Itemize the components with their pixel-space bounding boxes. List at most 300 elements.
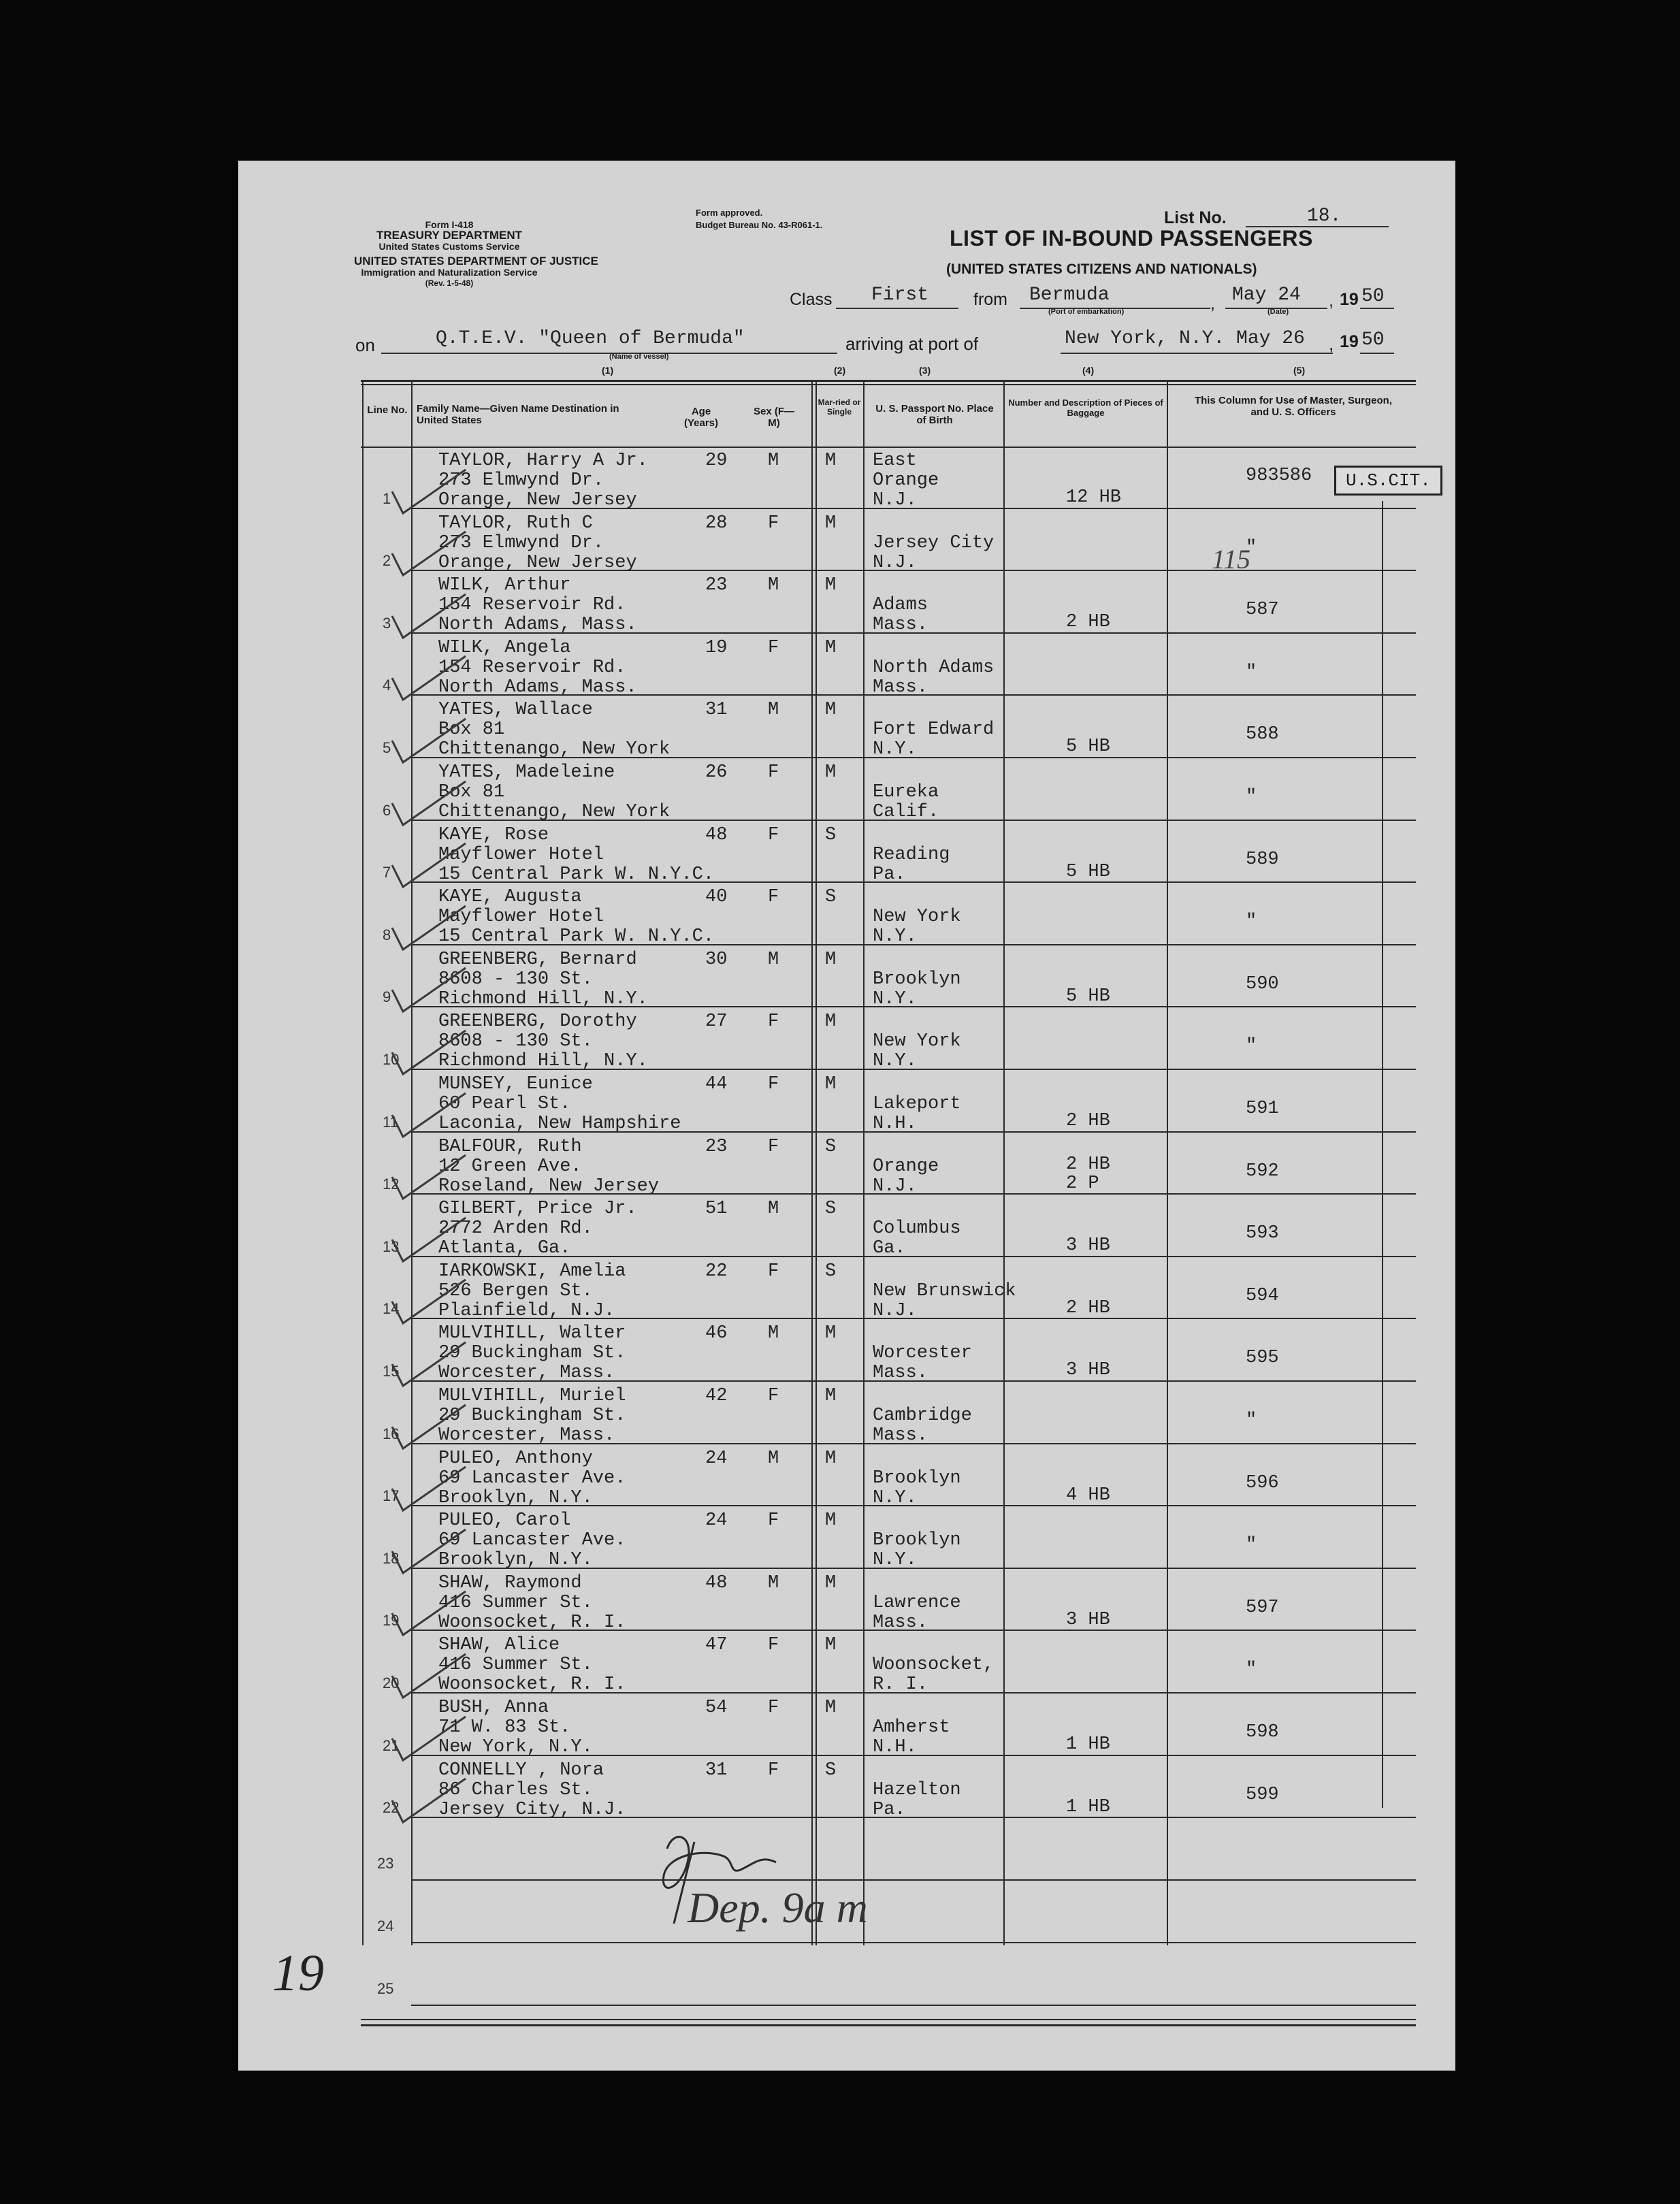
vessel-name: Q.T.E.V. "Queen of Bermuda" xyxy=(436,328,745,349)
marital-status: M xyxy=(825,1510,837,1532)
birthplace-line-3: N.H. xyxy=(873,1737,917,1757)
table-row xyxy=(238,1695,1455,1757)
sex: M xyxy=(768,1448,779,1469)
officer-number: 590 xyxy=(1246,973,1279,994)
line-number: 20 xyxy=(383,1674,400,1691)
table-row xyxy=(238,1196,1455,1259)
line-number: 17 xyxy=(383,1487,400,1505)
address-line-2: Richmond Hill, N.Y. xyxy=(438,1051,648,1072)
marital-status: M xyxy=(825,1635,837,1656)
table-row xyxy=(238,1009,1455,1071)
line-number: 2 xyxy=(383,552,391,570)
marital-status: M xyxy=(825,1323,837,1344)
age: 48 xyxy=(705,1572,728,1593)
approved-label: Form approved. xyxy=(696,208,763,218)
table-row xyxy=(238,572,1455,635)
column-number-2: (2) xyxy=(834,365,846,376)
line-number: 4 xyxy=(383,677,391,694)
address-line-1: 416 Summer St. xyxy=(438,1592,593,1613)
birthplace-line-2: Brooklyn xyxy=(873,1468,961,1489)
list-no-label: List No. xyxy=(1164,208,1227,227)
address-line-1: 416 Summer St. xyxy=(438,1655,593,1676)
baggage: 2 HB xyxy=(1066,1297,1110,1318)
handwritten-departure-note: Dep. 9a m xyxy=(688,1883,868,1932)
address-line-2: 15 Central Park W. N.Y.C. xyxy=(438,864,715,885)
birthplace-line-2: Adams xyxy=(873,595,928,616)
line-number: 21 xyxy=(383,1736,400,1754)
line-number: 6 xyxy=(383,801,391,819)
column-number-4: (4) xyxy=(1082,365,1095,376)
baggage: 12 HB xyxy=(1066,487,1122,508)
line-number: 10 xyxy=(383,1050,400,1068)
birthplace-line-2: Hazelton xyxy=(873,1779,961,1800)
line-number: 16 xyxy=(383,1425,400,1442)
officer-number: 599 xyxy=(1246,1784,1279,1805)
passenger-name: YATES, Madeleine xyxy=(438,762,615,783)
age: 27 xyxy=(705,1011,728,1033)
birthplace-line-2: North Adams xyxy=(873,657,995,678)
officer-number: 983586 xyxy=(1246,466,1312,486)
table-row xyxy=(238,1383,1455,1446)
marital-status: S xyxy=(825,1136,837,1157)
sex: F xyxy=(768,1261,779,1282)
baggage: 2 HB xyxy=(1066,1154,1110,1175)
sex: M xyxy=(768,700,779,721)
col-header-name: Family Name—Given Name Destination in United States xyxy=(417,403,619,426)
line-number: 8 xyxy=(383,926,391,943)
birthplace-line-3: Ga. xyxy=(873,1238,906,1259)
sex: M xyxy=(768,1323,779,1344)
sex: F xyxy=(768,1136,779,1157)
marital-status: M xyxy=(825,513,837,534)
line-number: 3 xyxy=(383,614,391,632)
table-row xyxy=(238,511,1455,573)
birthplace-line-3: N.Y. xyxy=(873,926,917,947)
address-line-2: Worcester, Mass. xyxy=(438,1425,615,1446)
birthplace-line-3: N.J. xyxy=(873,1300,917,1321)
port-embarkation-caption: (Port of embarkation) xyxy=(1048,308,1125,316)
table-row xyxy=(238,1134,1455,1197)
col-header-married: Mar-ried or Single xyxy=(818,398,861,417)
line-number: 9 xyxy=(383,988,391,1006)
address-line-1: 273 Elmwynd Dr. xyxy=(438,532,604,553)
class-label: Class xyxy=(790,290,833,309)
birthplace-line-2: Brooklyn xyxy=(873,1530,961,1551)
passenger-name: IARKOWSKI, Amelia xyxy=(438,1261,626,1282)
marital-status: M xyxy=(825,637,837,658)
passenger-name: SHAW, Alice xyxy=(438,1635,560,1656)
birthplace-line-3: N.H. xyxy=(873,1114,917,1134)
budget-label: Budget Bureau No. 43-R061-1. xyxy=(696,220,823,230)
address-line-1: 29 Buckingham St. xyxy=(438,1343,626,1364)
marital-status: M xyxy=(825,1572,837,1593)
birthplace-line-2: Woonsocket, xyxy=(873,1655,995,1676)
line-number: 22 xyxy=(383,1799,400,1817)
address-line-2: North Adams, Mass. xyxy=(438,677,637,698)
sex: F xyxy=(768,1510,779,1532)
passenger-name: TAYLOR, Harry A Jr. xyxy=(438,451,648,471)
officer-number: 597 xyxy=(1246,1597,1279,1618)
passenger-name: WILK, Arthur xyxy=(438,575,571,596)
passenger-name: MULVIHILL, Muriel xyxy=(438,1386,626,1406)
address-line-1: 2772 Arden Rd. xyxy=(438,1218,593,1239)
age: 48 xyxy=(705,824,728,845)
row-divider xyxy=(411,1443,1416,1444)
sex: F xyxy=(768,887,779,908)
passenger-name: KAYE, Augusta xyxy=(438,887,582,908)
treasury-label: TREASURY DEPARTMENT xyxy=(376,229,523,242)
address-line-1: 71 W. 83 St. xyxy=(438,1717,571,1738)
officer-number: 593 xyxy=(1246,1223,1279,1244)
table-row xyxy=(238,947,1455,1009)
col-header-baggage: Number and Description of Pieces of Baggage xyxy=(1008,398,1163,418)
baggage-extra: 2 P xyxy=(1066,1173,1099,1194)
table-bottom-rule xyxy=(361,2019,1416,2020)
line-number: 23 xyxy=(377,1855,394,1873)
officer-number: " xyxy=(1246,1410,1257,1431)
marital-status: M xyxy=(825,949,837,970)
row-divider xyxy=(411,1755,1416,1756)
officer-number: 589 xyxy=(1246,849,1279,870)
passenger-name: SHAW, Raymond xyxy=(438,1572,582,1593)
address-line-2: Laconia, New Hampshire xyxy=(438,1114,681,1134)
marital-status: M xyxy=(825,1698,837,1718)
passenger-list-sheet: Form I-418 TREASURY DEPARTMENT United States Customs Service UNITED STATES DEPARTMENT OF JUSTICE Immigration and Naturalization Service (Rev. 1-5-48) Form approved. Budget Bureau No. 43-R061-1. List No. 18. LIST OF IN-BOUND PASSENGERS (UNITED STATES CITIZENS AND NATIONALS) Class First from Bermuda (Port of embarkation) , May 24 (Date) , 19 50 on Q.T.E.V. "Queen of Bermuda" (Name of vessel) arriving at port of New York, N.Y. May 26 , 19 50 (1) (2) (3) (4) (5) Line No. Family Name—Given Name Destination in United States Age (Years) Sex (F—M) Mar-ried or Single U. S. Passport No. Place of Birth Number and Description of Pieces of Baggage This Column for Use of Master, Surgeon, and U. S. Officers U.S.CIT. 1 TAYLOR, Harry A Jr. 273 Elmwynd Dr. Orange, New Jersey 29 M M East Orange N.J. 12 HB 983586 2 TAYLOR, Ruth C 273 Elmwynd Dr. Orange, New Jersey 28 F M Jersey City N.J. " 3 WILK, Arthur 154 Reservoir Rd. North Adams, Mass. 23 M M Adams Mass. 2 HB 587 4 WILK, Angela 154 Reservoir Rd. North Adams, Mass. 19 F M North Adams Mass. " 5 YATES, Wallace Box 81 Chittenango, New York 31 M M Fort Edward N.Y. 5 HB 588 6 YATES, Madeleine Box 81 Chittenango, New York 26 F M Eureka Calif. " 7 KAYE, Rose Mayflower Hotel 15 Central Park W. N.Y.C. 48 F S Reading Pa. 5 HB 589 8 KAYE, Augusta Mayflower Hotel 15 Central Park W. N.Y.C. 40 F S New York N.Y. " 9 GREENBERG, Bernard 8608 - 130 St. Richmond Hill, N.Y. 30 M M Brooklyn N.Y. 5 HB 590 10 GREENBERG, Dorothy 8608 - 130 St. Richmond Hill, N.Y. 27 F M New York N.Y. " 11 MUNSEY, Eunice 60 Pearl St. Laconia, New Hampshire 44 F M Lakeport N.H. 2 HB 591 12 BALFOUR, Ruth 12 Green Ave. Roseland, New Jersey 23 F S Orange N.J. 2 HB 2 P 592 13 GILBERT, Price Jr. 2772 Arden Rd. Atlanta, Ga. 51 M S Columbus Ga. 3 HB 593 14 IARKOWSKI, Amelia 526 Bergen St. Plainfield, N.J. 22 F S New Brunswick N.J. 2 HB 594 15 MULVIHILL, Walter 29 Buckingham St. Worcester, Mass. 46 M M Worcester Mass. 3 HB 595 16 MULVIHILL, Muriel 29 Buckingham St. Worcester, Mass. 42 F M Cambridge Mass. " 17 PULEO, Anthony 69 Lancaster Ave. Brooklyn, N.Y. 24 M M Brooklyn N.Y. 4 HB 596 18 PULEO, Carol 69 Lancaster Ave. Brooklyn, N.Y. 24 F M Brooklyn N.Y. " 19 SHAW, Raymond 416 Summer St. Woonsocket, R. I. 48 M M Lawrence Mass. 3 HB 597 20 SHAW, Alice 416 Summer St. Woonsocket, R. I. 47 F M Woonsocket, R. I. " 21 BUSH, Anna 71 W. 83 St. New York, N.Y. 54 F M Amherst N.H. 1 HB 598 22 CONNELLY , Nora 86 Charles St. Jersey City, N.J. 31 F S Hazelton Pa. 1 HB 599 23 24 25 115 Dep. 9a m 19 xyxy=(238,161,1455,2071)
officer-number: 595 xyxy=(1246,1348,1279,1369)
baggage: 4 HB xyxy=(1066,1485,1110,1506)
address-line-1: Mayflower Hotel xyxy=(438,844,604,865)
birthplace-line-2: Reading xyxy=(873,844,950,865)
birthplace-line-2: Lakeport xyxy=(873,1094,961,1114)
row-divider xyxy=(411,1256,1416,1257)
address-line-2: North Adams, Mass. xyxy=(438,615,637,636)
birthplace-line-3: N.Y. xyxy=(873,1051,917,1072)
table-row xyxy=(238,1757,1455,1820)
birthplace-line-2: Jersey City xyxy=(873,532,995,553)
line-number: 15 xyxy=(383,1362,400,1380)
address-line-2: Woonsocket, R. I. xyxy=(438,1674,626,1696)
passenger-name: GREENBERG, Bernard xyxy=(438,949,637,970)
address-line-2: Richmond Hill, N.Y. xyxy=(438,988,648,1009)
birthplace-line-2: Orange xyxy=(873,1156,939,1177)
marital-status: M xyxy=(825,700,837,721)
sex: F xyxy=(768,1386,779,1406)
row-divider xyxy=(411,1193,1416,1195)
us-citizen-stamp: U.S.CIT. xyxy=(1334,466,1442,496)
form-agency-block xyxy=(354,219,598,289)
col-header-line: Line No. xyxy=(367,404,408,416)
birthplace-line-2: Worcester xyxy=(873,1343,972,1364)
birthplace-line-3: Mass. xyxy=(873,1363,928,1384)
sex: F xyxy=(768,1635,779,1656)
row-divider xyxy=(411,1692,1416,1693)
row-divider xyxy=(411,1380,1416,1382)
row-divider xyxy=(411,694,1416,696)
baggage: 1 HB xyxy=(1066,1734,1110,1755)
col-header-passport: U. S. Passport No. Place of Birth xyxy=(875,403,994,426)
table-row xyxy=(238,884,1455,947)
arrival-port-and-date: New York, N.Y. May 26 xyxy=(1065,328,1305,349)
birthplace-line-3: N.Y. xyxy=(873,739,917,760)
line-number: 12 xyxy=(383,1176,400,1193)
row-divider xyxy=(411,570,1416,571)
birthplace-line-2: New York xyxy=(873,1031,961,1052)
row-divider xyxy=(411,1568,1416,1569)
sex: M xyxy=(768,575,779,596)
age: 42 xyxy=(705,1386,728,1406)
port-of-embarkation: Bermuda xyxy=(1029,285,1110,306)
address-line-1: Box 81 xyxy=(438,782,505,803)
birthplace-line-2: Eureka xyxy=(873,782,939,803)
officer-number: 587 xyxy=(1246,600,1279,621)
table-row xyxy=(238,1071,1455,1134)
line-number: 5 xyxy=(383,739,391,756)
form-id: Form I-418 xyxy=(425,219,474,230)
address-line-1: 526 Bergen St. xyxy=(438,1280,593,1301)
line-number: 14 xyxy=(383,1300,400,1318)
table-row xyxy=(238,1508,1455,1570)
column-number-5: (5) xyxy=(1293,365,1306,376)
birthplace-line-3: Mass. xyxy=(873,615,928,636)
passenger-name: BALFOUR, Ruth xyxy=(438,1136,582,1157)
address-line-1: 154 Reservoir Rd. xyxy=(438,595,626,616)
age: 19 xyxy=(705,637,728,658)
sex: F xyxy=(768,637,779,658)
page-subtitle: (UNITED STATES CITIZENS AND NATIONALS) xyxy=(946,261,1257,277)
address-line-2: Worcester, Mass. xyxy=(438,1363,615,1384)
revision-label: (Rev. 1-5-48) xyxy=(425,278,474,288)
birthplace-line-2: New York xyxy=(873,907,961,928)
table-row xyxy=(238,697,1455,760)
table-top-border xyxy=(361,380,1416,382)
age: 31 xyxy=(705,700,728,721)
address-line-2: Atlanta, Ga. xyxy=(438,1238,571,1259)
passenger-name: GREENBERG, Dorothy xyxy=(438,1011,637,1033)
date-of-departure: May 24 xyxy=(1232,285,1301,306)
sex: F xyxy=(768,1074,779,1095)
passenger-name: BUSH, Anna xyxy=(438,1698,549,1718)
age: 23 xyxy=(705,575,728,596)
sex: F xyxy=(768,1760,779,1781)
row-divider xyxy=(411,1505,1416,1506)
list-no-value: 18. xyxy=(1307,206,1342,227)
marital-status: M xyxy=(825,762,837,783)
passenger-name: TAYLOR, Ruth C xyxy=(438,513,593,534)
age: 23 xyxy=(705,1136,728,1157)
sex: F xyxy=(768,513,779,534)
birthplace-line-2: New Brunswick xyxy=(873,1280,1016,1301)
officer-number: " xyxy=(1246,1535,1257,1556)
address-line-2: Woonsocket, R. I. xyxy=(438,1612,626,1633)
row-divider xyxy=(411,1942,1416,1943)
from-label: from xyxy=(973,290,1007,309)
age: 31 xyxy=(705,1760,728,1781)
sex: M xyxy=(768,949,779,970)
line-number: 24 xyxy=(377,1917,394,1935)
birthplace-line-3: R. I. xyxy=(873,1674,928,1696)
line-number: 11 xyxy=(383,1113,398,1131)
row-divider xyxy=(411,1006,1416,1007)
officer-number: " xyxy=(1246,662,1257,683)
officer-number: " xyxy=(1246,1659,1257,1681)
age: 24 xyxy=(705,1510,728,1532)
address-line-1: 12 Green Ave. xyxy=(438,1156,582,1177)
marital-status: S xyxy=(825,887,837,908)
row-divider xyxy=(411,944,1416,945)
address-line-2: Chittenango, New York xyxy=(438,802,671,822)
address-line-1: 8608 - 130 St. xyxy=(438,969,593,990)
birthplace-line-3: Mass. xyxy=(873,1425,928,1446)
marital-status: M xyxy=(825,451,837,471)
sex: M xyxy=(768,1572,779,1593)
birthplace-line-3: Pa. xyxy=(873,864,906,885)
officer-number: 598 xyxy=(1246,1722,1279,1743)
table-row xyxy=(238,1446,1455,1508)
birthplace-line-3: N.J. xyxy=(873,490,917,511)
marital-status: S xyxy=(825,824,837,845)
birthplace-line-3: N.Y. xyxy=(873,1550,917,1571)
address-line-2: Brooklyn, N.Y. xyxy=(438,1487,593,1508)
address-line-2: Chittenango, New York xyxy=(438,739,671,760)
birthplace-line-3: Mass. xyxy=(873,1612,928,1633)
address-line-2: Brooklyn, N.Y. xyxy=(438,1550,593,1571)
row-divider xyxy=(411,881,1416,883)
birthplace-line-2: Amherst xyxy=(873,1717,950,1738)
address-line-1: 69 Lancaster Ave. xyxy=(438,1468,626,1489)
sex: F xyxy=(768,1011,779,1033)
row-divider xyxy=(411,1879,1416,1881)
marital-status: M xyxy=(825,1074,837,1095)
birthplace-line-2: Cambridge xyxy=(873,1406,972,1426)
address-line-2: Orange, New Jersey xyxy=(438,490,637,511)
baggage: 5 HB xyxy=(1066,986,1110,1007)
officer-number: " xyxy=(1246,1036,1257,1057)
address-line-1: 8608 - 130 St. xyxy=(438,1031,593,1052)
age: 54 xyxy=(705,1698,728,1718)
sex: F xyxy=(768,762,779,783)
row-divider xyxy=(411,757,1416,758)
year-prefix: 19 xyxy=(1340,290,1359,309)
birthplace-line-3: N.J. xyxy=(873,1176,917,1197)
passenger-name: CONNELLY , Nora xyxy=(438,1760,604,1781)
arriving-label: arriving at port of xyxy=(845,334,979,354)
line-number: 1 xyxy=(383,489,391,507)
passenger-name: MUNSEY, Eunice xyxy=(438,1074,593,1095)
officer-number: 591 xyxy=(1246,1099,1279,1119)
on-label: on xyxy=(355,335,375,355)
address-line-2: Orange, New Jersey xyxy=(438,552,637,573)
officer-number: 588 xyxy=(1246,724,1279,745)
marital-status: M xyxy=(825,1448,837,1469)
table-row xyxy=(238,1570,1455,1633)
birthplace-line-2: Orange xyxy=(873,470,939,491)
age: 29 xyxy=(705,451,728,471)
officer-number: " xyxy=(1246,537,1257,558)
row-divider xyxy=(411,1318,1416,1319)
address-line-2: Plainfield, N.J. xyxy=(438,1300,615,1321)
date-caption: (Date) xyxy=(1267,308,1289,316)
passenger-name: GILBERT, Price Jr. xyxy=(438,1199,637,1220)
age: 44 xyxy=(705,1074,728,1095)
marital-status: S xyxy=(825,1199,837,1220)
address-line-1: Box 81 xyxy=(438,719,505,741)
table-row xyxy=(238,822,1455,885)
table-row xyxy=(238,1259,1455,1321)
departure-year: 50 xyxy=(1361,286,1385,307)
handwritten-115: 115 xyxy=(1212,544,1251,574)
baggage: 2 HB xyxy=(1066,1111,1110,1131)
vessel-caption: (Name of vessel) xyxy=(609,353,669,361)
marital-status: S xyxy=(825,1760,837,1781)
marital-status: M xyxy=(825,575,837,596)
arrival-year: 50 xyxy=(1361,329,1385,351)
sex: M xyxy=(768,1199,779,1220)
address-line-1: Mayflower Hotel xyxy=(438,907,604,928)
birthplace-line-2: Fort Edward xyxy=(873,719,995,741)
baggage: 5 HB xyxy=(1066,861,1110,882)
column-number-3: (3) xyxy=(919,365,931,376)
row-divider xyxy=(411,1817,1416,1818)
line-number: 7 xyxy=(383,864,391,881)
table-row xyxy=(238,760,1455,822)
passenger-name: WILK, Angela xyxy=(438,637,571,658)
sex: F xyxy=(768,824,779,845)
passenger-name: YATES, Wallace xyxy=(438,700,593,721)
age: 28 xyxy=(705,513,728,534)
birthplace-line-2: Columbus xyxy=(873,1218,961,1239)
birthplace-line-3: N.J. xyxy=(873,552,917,573)
address-line-1: 29 Buckingham St. xyxy=(438,1406,626,1426)
line-number: 19 xyxy=(383,1612,400,1630)
officer-number: 592 xyxy=(1246,1161,1279,1182)
baggage: 2 HB xyxy=(1066,612,1110,633)
birthplace-line-3: Mass. xyxy=(873,677,928,698)
baggage: 3 HB xyxy=(1066,1360,1110,1381)
line-number: 13 xyxy=(383,1237,400,1255)
row-divider xyxy=(411,508,1416,509)
justice-label: UNITED STATES DEPARTMENT OF JUSTICE xyxy=(354,255,598,268)
margin-handwritten-mark: 19 xyxy=(272,1945,324,2002)
passenger-name: MULVIHILL, Walter xyxy=(438,1323,626,1344)
passenger-name: KAYE, Rose xyxy=(438,824,549,845)
row-divider xyxy=(411,2005,1416,2006)
budget-approval xyxy=(696,207,822,231)
page-title: LIST OF IN-BOUND PASSENGERS xyxy=(950,226,1313,250)
address-line-2: 15 Central Park W. N.Y.C. xyxy=(438,926,715,947)
sex: F xyxy=(768,1698,779,1718)
birthplace-line-2: Lawrence xyxy=(873,1592,961,1613)
officer-number: 596 xyxy=(1246,1472,1279,1493)
marital-status: S xyxy=(825,1261,837,1282)
address-line-2: Jersey City, N.J. xyxy=(438,1799,626,1820)
birthplace-line-3: Calif. xyxy=(873,802,939,822)
marital-status: M xyxy=(825,1386,837,1406)
address-line-1: 86 Charles St. xyxy=(438,1779,593,1800)
birthplace-line-2: Brooklyn xyxy=(873,969,961,990)
officer-number: " xyxy=(1246,911,1257,933)
age: 30 xyxy=(705,949,728,970)
passenger-name: PULEO, Anthony xyxy=(438,1448,593,1469)
sex: M xyxy=(768,451,779,471)
col-header-sex: Sex (F—M) xyxy=(753,406,794,429)
row-divider xyxy=(411,1131,1416,1133)
table-row xyxy=(238,1632,1455,1695)
address-line-2: Roseland, New Jersey xyxy=(438,1176,660,1197)
customs-label: United States Customs Service xyxy=(378,241,520,252)
row-divider xyxy=(411,1630,1416,1631)
officer-number: 594 xyxy=(1246,1285,1279,1306)
baggage: 3 HB xyxy=(1066,1609,1110,1630)
